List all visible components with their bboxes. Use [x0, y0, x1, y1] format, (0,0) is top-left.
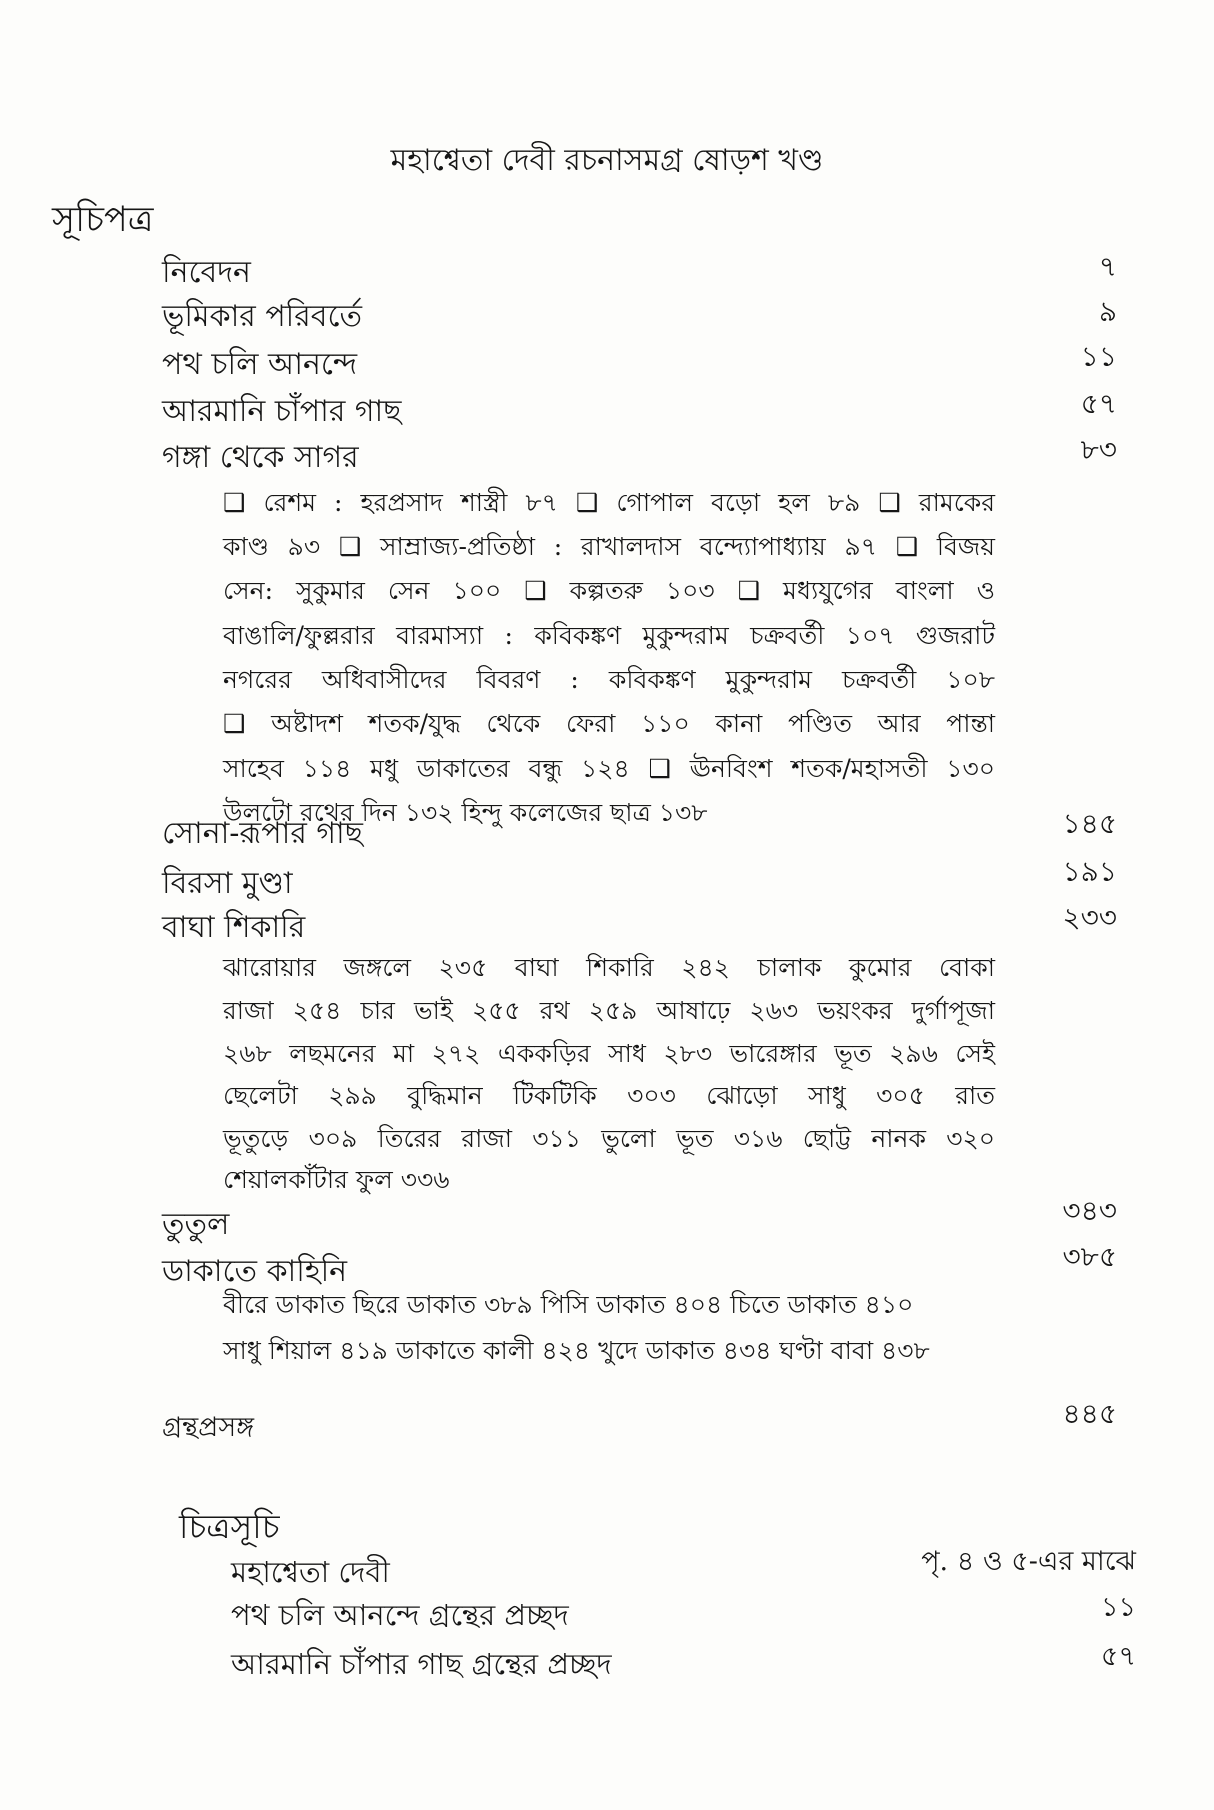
contents-heading: সূচিপত্র — [52, 200, 154, 240]
toc-entry-label: ভূমিকার পরিবর্তে — [162, 299, 363, 334]
toc-entry-label: তুতুল — [162, 1207, 230, 1242]
illustration-label: আরমানি চাঁপার গাছ গ্রন্থের প্রচ্ছদ — [231, 1647, 612, 1681]
toc-entry-page: ১১ — [1080, 340, 1117, 373]
subitem-line: ছেলেটা ২৯৯ বুদ্ধিমান টিকটিকি ৩০৩ ঝোড়ো সাধু ৩০৫ রাত — [223, 1081, 995, 1110]
subitem-line: সাধু শিয়াল ৪১৯ ডাকাতে কালী ৪২৪ খুদে ডাকাত ৪৩৪ ঘণ্টা বাবা ৪৩৮ — [223, 1336, 930, 1365]
subitem-line: ২৬৮ লছমনের মা ২৭২ এককড়ির সাধ ২৮৩ ভারেঙ্গার ভূত ২৯৬ সেই — [223, 1039, 995, 1068]
toc-entry-page: ৩৪৩ — [1062, 1194, 1117, 1227]
subitem-line: নগরের অধিবাসীদের বিবরণ : কবিকঙ্কণ মুকুন্দরাম চক্রবর্তী ১০৮ — [223, 665, 995, 694]
toc-entry-label: আরমানি চাঁপার গাছ — [162, 394, 402, 429]
toc-entry-page: ৮৩ — [1080, 433, 1117, 466]
subitem-line: বীরে ডাকাত ছিরে ডাকাত ৩৮৯ পিসি ডাকাত ৪০৪ চিতে ডাকাত ৪১০ — [223, 1290, 914, 1319]
toc-entry-page: ১৯১ — [1062, 855, 1117, 888]
toc-entry-label: গঙ্গা থেকে সাগর — [162, 440, 359, 475]
illustration-label: পথ চলি আনন্দে গ্রন্থের প্রচ্ছদ — [231, 1598, 569, 1632]
toc-entry-label: নিবেদন — [162, 255, 251, 290]
toc-entry-page: ৪৪৫ — [1062, 1397, 1117, 1430]
toc-entry-page: ১৪৫ — [1062, 807, 1117, 840]
illustration-page: পৃ. ৪ ও ৫-এর মাঝে — [921, 1546, 1136, 1577]
subitem-line: সেন: সুকুমার সেন ১০০ ❑ কল্পতরু ১০৩ ❑ মধ্যযুগের বাংলা ও — [223, 576, 995, 605]
toc-entry-label: পথ চলি আনন্দে — [162, 347, 358, 382]
illustration-page: ১১ — [1100, 1592, 1136, 1623]
toc-entry-page: ৯ — [1098, 295, 1117, 328]
subitem-line: শেয়ালকাঁটার ফুল ৩৩৬ — [223, 1165, 450, 1194]
subitem-line: ঝারোয়ার জঙ্গলে ২৩৫ বাঘা শিকারি ২৪২ চালাক কুমোর বোকা — [223, 953, 995, 982]
toc-entry-page: ৫৭ — [1080, 387, 1117, 420]
toc-entry-label: গ্রন্থপ্রসঙ্গ — [162, 1412, 255, 1443]
subitem-line: রাজা ২৫৪ চার ভাই ২৫৫ রথ ২৫৯ আষাঢ়ে ২৬৩ ভয়ংকর দুর্গাপূজা — [223, 996, 995, 1025]
toc-entry-page: ৩৮৫ — [1062, 1240, 1117, 1273]
illustration-page: ৫৭ — [1100, 1641, 1136, 1672]
illustration-label: মহাশ্বেতা দেবী — [231, 1555, 390, 1589]
illustrations-heading: চিত্রসূচি — [179, 1507, 280, 1546]
toc-entry-label: বিরসা মুণ্ডা — [162, 866, 293, 901]
toc-entry-label: সোনা-রূপার গাছ — [162, 816, 363, 851]
toc-entry-label: ডাকাতে কাহিনি — [162, 1254, 348, 1289]
subitem-line: কাণ্ড ৯৩ ❑ সাম্রাজ্য-প্রতিষ্ঠা : রাখালদাস বন্দ্যোপাধ্যায় ৯৭ ❑ বিজয় — [223, 532, 995, 561]
book-title: মহাশ্বেতা দেবী রচনাসমগ্র ষোড়শ খণ্ড — [390, 143, 824, 178]
subitem-line: উলটো রথের দিন ১৩২ হিন্দু কলেজের ছাত্র ১৩৮ — [223, 798, 708, 827]
subitem-line: বাঙালি/ফুল্লরার বারমাস্যা : কবিকঙ্কণ মুকুন্দরাম চক্রবর্তী ১০৭ গুজরাট — [223, 621, 995, 650]
toc-entry-page: ২৩৩ — [1062, 901, 1117, 934]
toc-entry-page: ৭ — [1098, 250, 1117, 283]
subitem-line: সাহেব ১১৪ মধু ডাকাতের বন্ধু ১২৪ ❑ ঊনবিংশ শতক/মহাসতী ১৩০ — [223, 754, 995, 783]
subitem-line: ভূতুড়ে ৩০৯ তিরের রাজা ৩১১ ভুলো ভূত ৩১৬ ছোট্ট নানক ৩২০ — [223, 1124, 995, 1153]
subitem-line: ❑ অষ্টাদশ শতক/যুদ্ধ থেকে ফেরা ১১০ কানা পণ্ডিত আর পান্তা — [223, 709, 995, 738]
toc-entry-label: বাঘা শিকারি — [162, 910, 306, 945]
subitem-line: ❑ রেশম : হরপ্রসাদ শাস্ত্রী ৮৭ ❑ গোপাল বড়ো হল ৮৯ ❑ রামকের — [223, 488, 995, 517]
